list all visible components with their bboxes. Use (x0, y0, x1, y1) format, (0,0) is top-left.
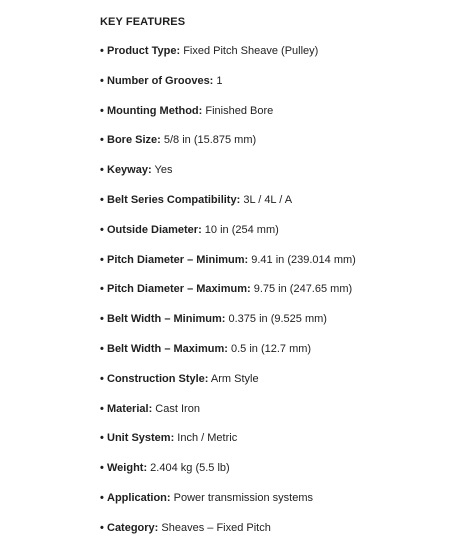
feature-item-number-of-grooves (100, 73, 460, 103)
feature-label: Application: (107, 491, 171, 504)
feature-label: Number of Grooves: (107, 74, 214, 87)
feature-value: 9.75 in (247.65 mm) (250, 283, 353, 296)
bullet-icon: • (100, 74, 104, 87)
feature-item-material (100, 401, 460, 431)
feature-value: 10 in (254 mm) (201, 223, 279, 236)
feature-value: 0.375 in (9.525 mm) (225, 313, 327, 326)
feature-value: Yes (151, 164, 173, 177)
bullet-icon: • (100, 432, 104, 445)
feature-item-belt-width-minimum (100, 311, 460, 341)
bullet-icon: • (100, 134, 104, 147)
feature-value: 0.5 in (12.7 mm) (227, 342, 312, 355)
feature-item-pitch-diameter-minimum (100, 252, 460, 282)
feature-label: Bore Size: (107, 134, 161, 147)
bullet-icon: • (100, 313, 104, 326)
feature-label: Product Type: (107, 45, 181, 57)
feature-item-product-type (100, 43, 460, 73)
feature-item-application (100, 490, 460, 520)
feature-item-pitch-diameter-maximum (100, 281, 460, 311)
feature-label: Outside Diameter: (107, 223, 202, 236)
bullet-icon: • (100, 342, 104, 355)
feature-item-outside-diameter (100, 222, 460, 252)
feature-value: 3L / 4L / A (240, 193, 293, 206)
feature-item-bore-size (100, 132, 460, 162)
feature-label: Belt Series Compatibility: (107, 193, 241, 206)
bullet-icon: • (100, 45, 104, 57)
feature-item-belt-series-compatibility (100, 192, 460, 222)
feature-item-weight (100, 460, 460, 490)
bullet-icon: • (100, 193, 104, 206)
feature-value: Sheaves – Fixed Pitch (158, 521, 271, 534)
feature-label: Material: (107, 402, 153, 415)
bullet-icon: • (100, 521, 104, 534)
bullet-icon: • (100, 491, 104, 504)
feature-label: Weight: (107, 462, 148, 475)
feature-label: Construction Style: (107, 372, 209, 385)
section-heading: KEY FEATURES (100, 16, 186, 28)
feature-label: Pitch Diameter – Minimum: (107, 253, 249, 266)
bullet-icon: • (100, 402, 104, 415)
feature-value: Cast Iron (152, 402, 200, 415)
feature-label: Mounting Method: (107, 104, 203, 117)
feature-value: Arm Style (208, 372, 259, 385)
bullet-icon: • (100, 372, 104, 385)
bullet-icon: • (100, 223, 104, 236)
feature-value: Fixed Pitch Sheave (Pulley) (180, 45, 319, 57)
bullet-icon: • (100, 164, 104, 177)
feature-item-keyway (100, 162, 460, 192)
feature-value: Finished Bore (202, 104, 274, 117)
feature-value: 5/8 in (15.875 mm) (160, 134, 257, 147)
feature-item-category (100, 520, 460, 550)
feature-value: 2.404 kg (5.5 lb) (147, 462, 230, 475)
bullet-icon: • (100, 104, 104, 117)
feature-value: Power transmission systems (170, 491, 313, 504)
feature-item-unit-system (100, 430, 460, 460)
feature-label: Keyway: (107, 164, 152, 177)
feature-label: Unit System: (107, 432, 175, 445)
bullet-icon: • (100, 462, 104, 475)
feature-value: Inch / Metric (174, 432, 238, 445)
feature-value: 9.41 in (239.014 mm) (248, 253, 356, 266)
feature-item-mounting-method (100, 103, 460, 133)
feature-label: Belt Width – Maximum: (107, 342, 228, 355)
feature-list (100, 43, 460, 550)
feature-label: Category: (107, 521, 159, 534)
feature-value: 1 (213, 74, 223, 87)
feature-label: Pitch Diameter – Maximum: (107, 283, 251, 296)
feature-label: Belt Width – Minimum: (107, 313, 226, 326)
feature-item-construction-style (100, 371, 460, 401)
feature-item-belt-width-maximum (100, 341, 460, 371)
bullet-icon: • (100, 283, 104, 296)
bullet-icon: • (100, 253, 104, 266)
